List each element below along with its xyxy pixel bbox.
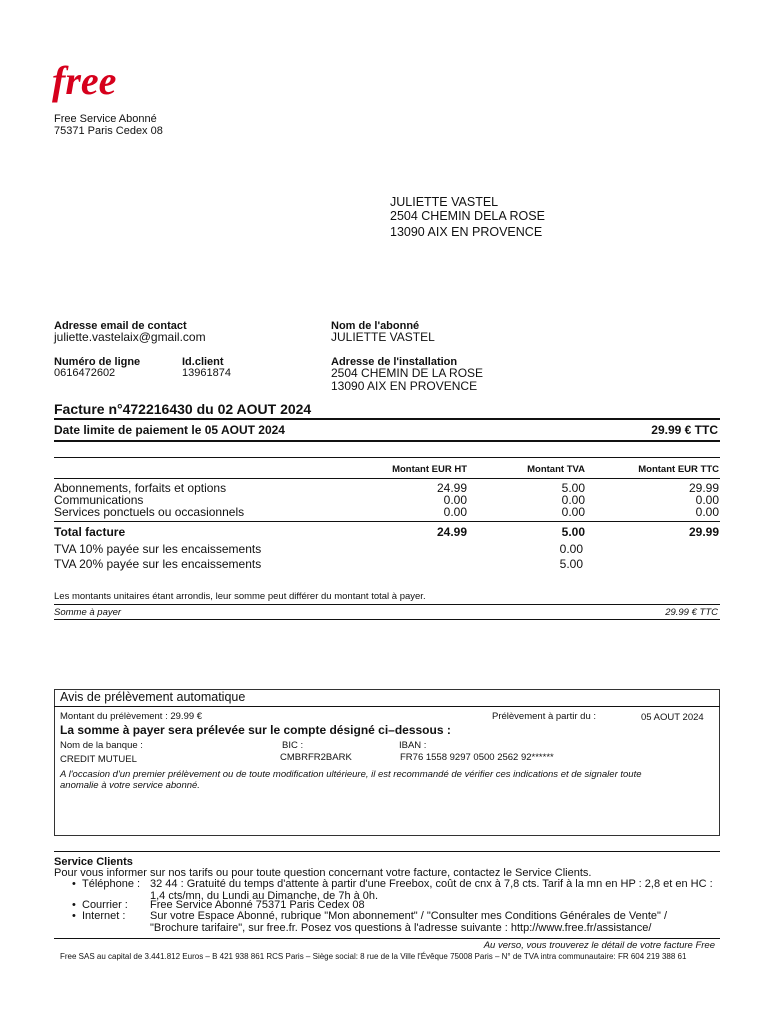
debit-from-date: 05 AOUT 2024	[641, 712, 704, 723]
pay-amount: 29.99 € TTC	[665, 607, 718, 618]
mail-text: Free Service Abonné 75371 Paris Cedex 08	[150, 899, 365, 911]
recipient-street: 2504 CHEMIN DELA ROSE	[390, 209, 545, 223]
brand-text: free	[52, 60, 117, 103]
email-label: Adresse email de contact	[54, 320, 187, 332]
line-number: 0616472602	[54, 367, 116, 379]
web-bullet: •	[72, 910, 76, 922]
line-label: Numéro de ligne	[54, 356, 141, 368]
due-amount: 29.99 € TTC	[651, 423, 718, 437]
service-title: Service Clients	[54, 856, 133, 868]
row-label: Communications	[54, 493, 144, 507]
tel-bullet: •	[72, 878, 76, 890]
tel-label: Téléphone :	[82, 878, 141, 890]
debit-from-label: Prélèvement à partir du :	[492, 711, 597, 722]
verso-note: Au verso, vous trouverez le détail de votre facture Free	[483, 940, 715, 951]
due-date: Date limite de paiement le 05 AOUT 2024	[54, 423, 285, 437]
tva10-label: TVA 10% payée sur les encaissements	[54, 542, 262, 556]
debit-note: A l'occasion d'un premier prélèvement ou de toute modification ultérieure, il est recommandé de vérifier ces indications et de signaler toute anomalie à votre service abonné.	[60, 769, 642, 791]
client-id: 13961874	[182, 367, 231, 379]
row-ht: 24.99	[436, 481, 467, 495]
total-ttc: 29.99	[688, 525, 719, 539]
pay-label: Somme à payer	[54, 607, 122, 618]
recipient-name: JULIETTE VASTEL	[390, 195, 499, 209]
invoice-row	[54, 482, 720, 494]
web-text: Sur votre Espace Abonné, rubrique "Mon abonnement" / "Consulter mes Conditions Générales de Vente" / "Brochure tarifaire", sur free.fr. Posez vos questions à l'adresse suivante : http://www.free.fr/assistance/	[150, 910, 668, 934]
tva10-value: 0.00	[559, 542, 583, 556]
row-tva: 0.00	[561, 493, 585, 507]
sender-address	[54, 113, 163, 137]
service-intro: Pour vous informer sur nos tarifs ou pour toute question concernant votre facture, contactez le Service Clients.	[54, 867, 592, 879]
subscriber-name: JULIETTE VASTEL	[331, 330, 435, 344]
row-label: Abonnements, forfaits et options	[54, 481, 227, 495]
row-label: Services ponctuels ou occasionnels	[54, 505, 245, 519]
col-tva-header: Montant TVA	[527, 464, 585, 475]
row-tva: 0.00	[561, 505, 585, 519]
sender-line-1: Free Service Abonné	[54, 113, 157, 125]
total-label: Total facture	[54, 525, 126, 539]
mail-bullet: •	[72, 899, 76, 911]
tva20-label: TVA 20% payée sur les encaissements	[54, 557, 262, 571]
iban-value: FR76 1558 9297 0500 2562 92******	[400, 752, 554, 763]
invoice-row	[54, 506, 720, 518]
invoice-lines	[54, 482, 720, 518]
install-street: 2504 CHEMIN DE LA ROSE	[331, 366, 484, 380]
legal-footer: Free SAS au capital de 3.441.812 Euros – B 421 938 861 RCS Paris – Siège social: 8 rue de la Ville l'Évêque 75008 Paris – N° de TVA intra communautaire: FR 604 219 388 61	[60, 952, 687, 961]
install-label: Adresse de l'installation	[331, 356, 458, 368]
sender-line-2: 75371 Paris Cedex 08	[54, 125, 163, 137]
tel-text: 32 44 : Gratuité du temps d'attente à partir d'une Freebox, coût de cnx à 7,8 cts. Tarif à la mn en HP : 2,8 et en HC : 1,4 cts/mn, du Lundi au Dimanche, de 7h à 0h.	[150, 878, 713, 902]
rounding-note: Les montants unitaires étant arrondis, leur somme peut différer du montant total à payer.	[54, 591, 426, 602]
free-logo	[50, 60, 170, 105]
bic-label: BIC :	[282, 740, 304, 751]
debit-title: Avis de prélèvement automatique	[60, 690, 246, 704]
total-ht: 24.99	[436, 525, 467, 539]
row-ht: 0.00	[443, 505, 467, 519]
bank-label: Nom de la banque :	[60, 740, 143, 751]
install-city: 13090 AIX EN PROVENCE	[331, 379, 478, 393]
tva20-value: 5.00	[559, 557, 583, 571]
col-ht-header: Montant EUR HT	[392, 464, 467, 475]
row-ht: 0.00	[443, 493, 467, 507]
total-tva: 5.00	[561, 525, 585, 539]
debit-amount: Montant du prélèvement : 29.99 €	[60, 711, 203, 722]
iban-label: IBAN :	[399, 740, 427, 751]
col-ttc-header: Montant EUR TTC	[638, 464, 719, 475]
mail-label: Courrier :	[82, 899, 128, 911]
row-ttc: 29.99	[688, 481, 719, 495]
contact-email: juliette.vastelaix@gmail.com	[54, 330, 206, 344]
recipient-city: 13090 AIX EN PROVENCE	[390, 225, 543, 239]
subscriber-label: Nom de l'abonné	[331, 320, 420, 332]
bank-name: CREDIT MUTUEL	[60, 754, 137, 765]
row-tva: 5.00	[561, 481, 585, 495]
row-ttc: 0.00	[695, 505, 719, 519]
row-ttc: 0.00	[695, 493, 719, 507]
invoice-title: Facture n°472216430 du 02 AOUT 2024	[54, 401, 312, 417]
web-label: Internet :	[82, 910, 126, 922]
recipient-address	[390, 195, 545, 239]
client-label: Id.client	[182, 356, 224, 368]
bic-value: CMBRFR2BARK	[280, 752, 352, 763]
debit-headline: La somme à payer sera prélevée sur le compte désigné ci–dessous :	[60, 723, 451, 737]
